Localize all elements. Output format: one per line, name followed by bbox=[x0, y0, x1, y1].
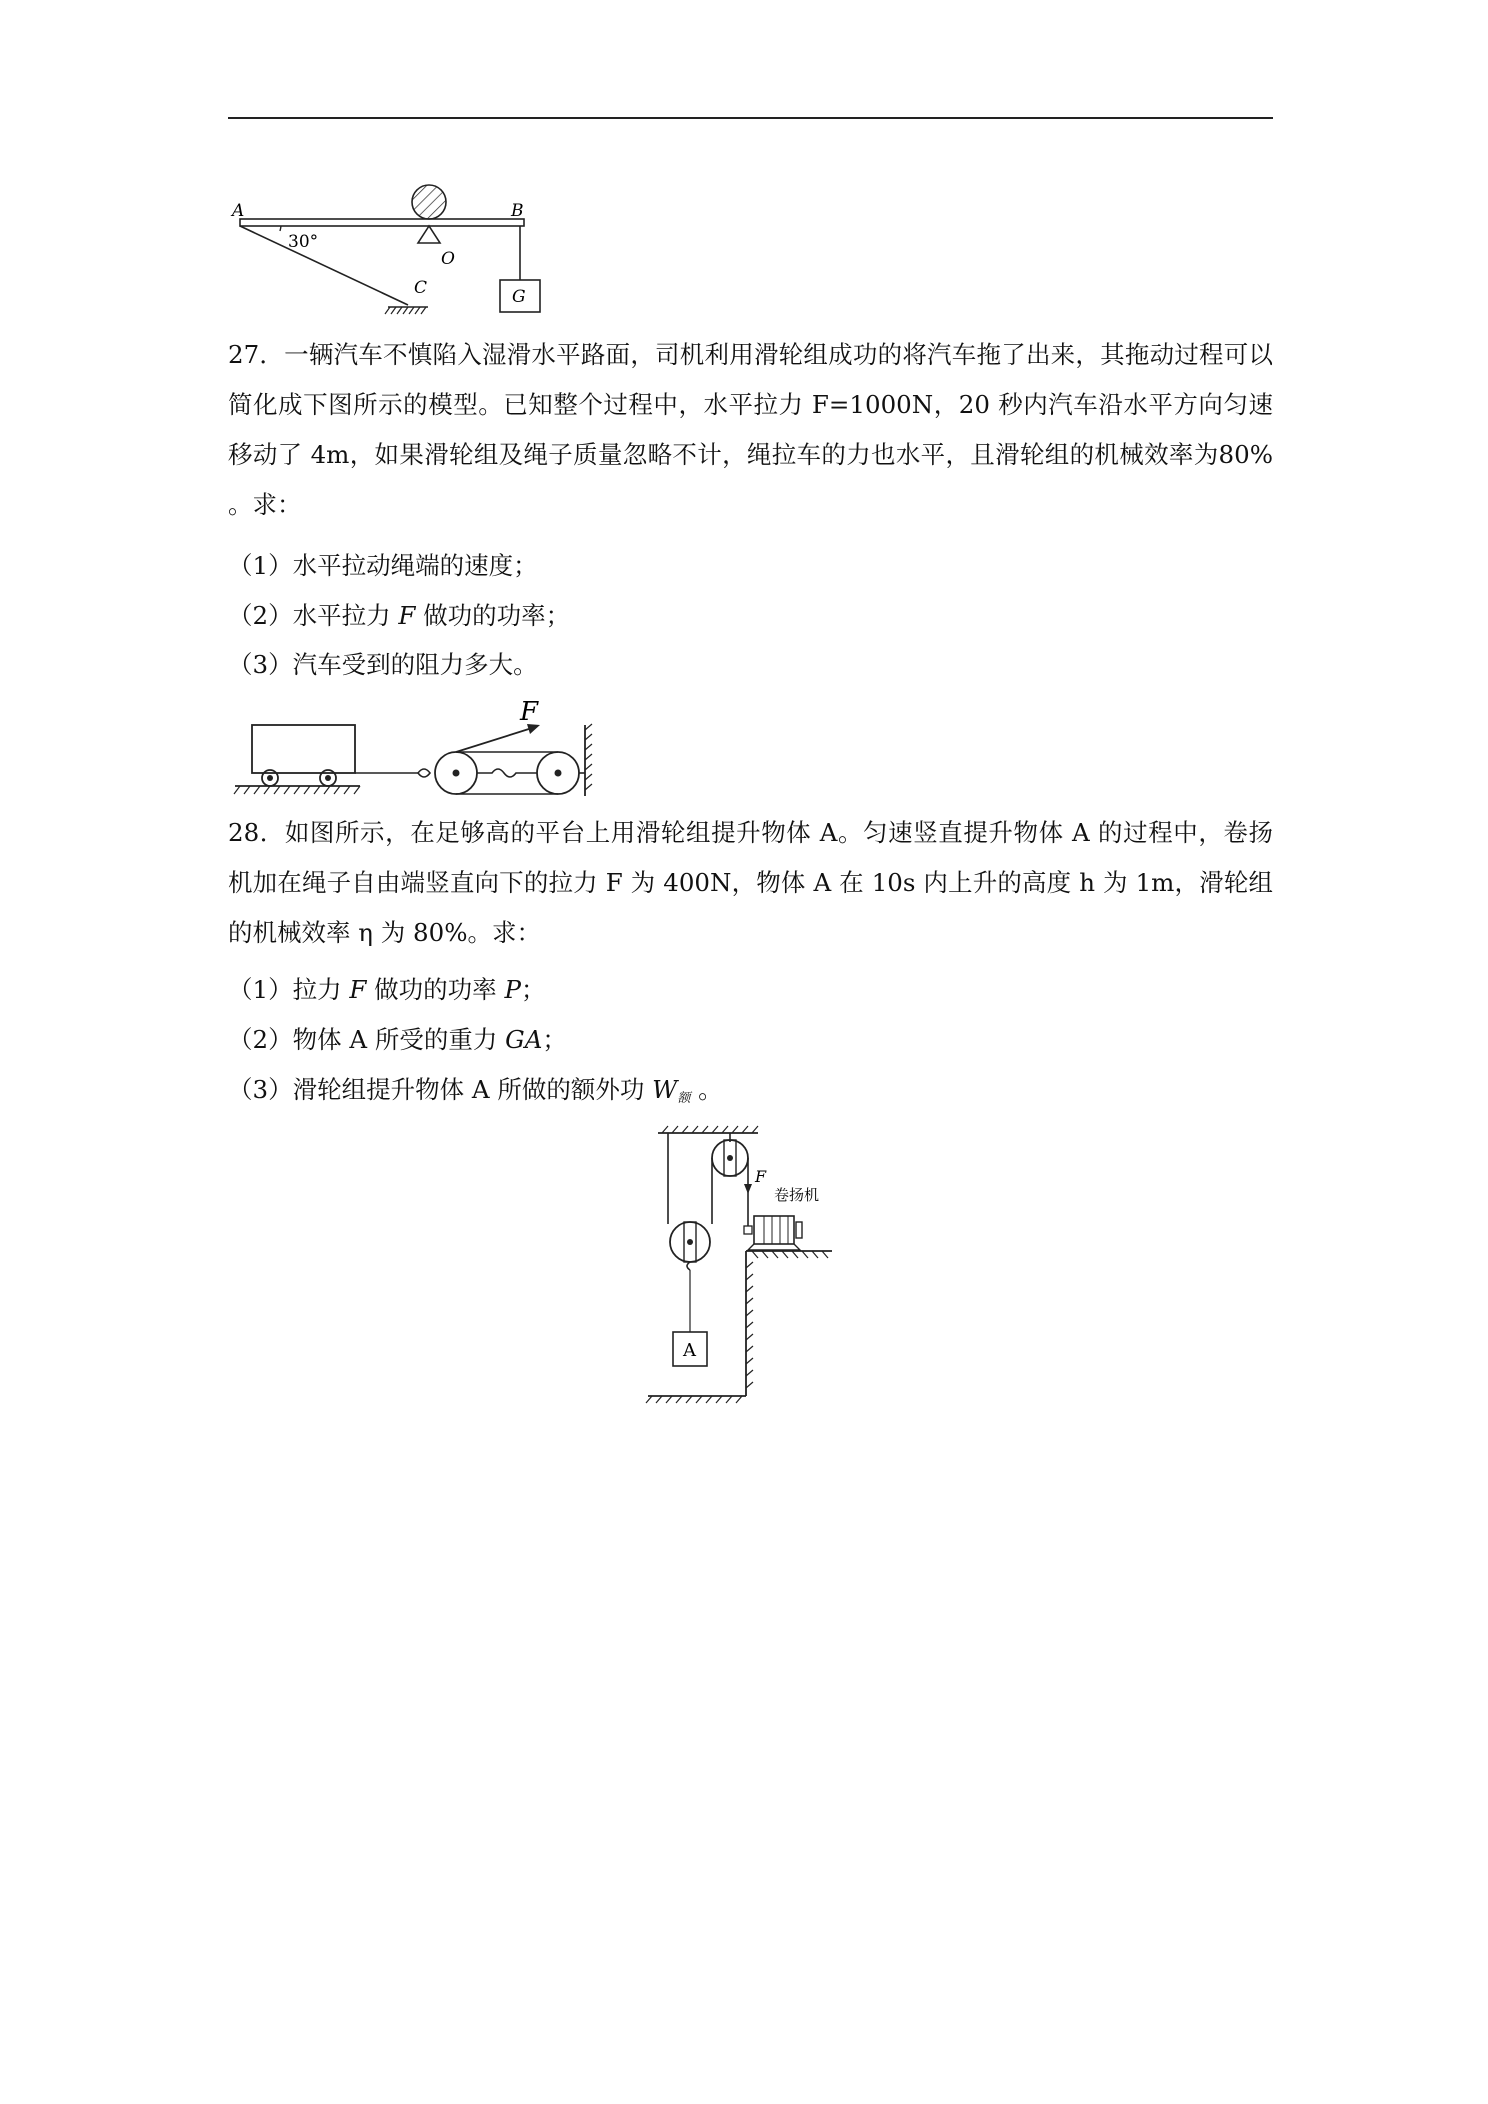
q28-sub2: （2）物体 A 所受的重力 GA； bbox=[228, 1025, 567, 1054]
force-arrow bbox=[456, 728, 532, 752]
label-c: C bbox=[414, 278, 428, 298]
label-f: F bbox=[755, 1167, 767, 1186]
label-winch: 卷扬机 bbox=[774, 1186, 820, 1204]
q27-sub2: （2）水平拉力 F 做功的功率； bbox=[228, 601, 571, 630]
label-a: A bbox=[683, 1340, 696, 1361]
label-g: G bbox=[512, 287, 526, 307]
car-body bbox=[252, 725, 355, 773]
header-rule bbox=[228, 117, 1273, 119]
car-pulley-diagram bbox=[230, 700, 610, 800]
lever-rope-ac bbox=[240, 226, 408, 305]
q28-stem: 28．如图所示，在足够高的平台上用滑轮组提升物体 A。匀速竖直提升物体 A 的过程中，卷扬机加在绳子自由端竖直向下的拉力 F 为 400N，物体 A 在 10s 内上升的高度 h 为 1m，滑轮组的机械效率 η 为 80%。求： bbox=[228, 818, 1273, 947]
q27-stem: 27．一辆汽车不慎陷入湿滑水平路面，司机利用滑轮组成功的将汽车拖了出来，其拖动过程可以简化成下图所示的模型。已知整个过程中，水平拉力 F=1000N，20 秒内汽车沿水平方向匀速移动了 4m，如果滑轮组及绳子质量忽略不计，绳拉车的力也水平，且滑轮组的机械效率为80% 。求： bbox=[228, 340, 1273, 519]
lever-bar bbox=[240, 219, 524, 226]
label-angle: 30° bbox=[288, 232, 319, 252]
q27-sub3: （3）汽车受到的阻力多大。 bbox=[228, 650, 538, 679]
label-a: A bbox=[232, 201, 245, 221]
label-b: B bbox=[511, 201, 524, 221]
winch-pulley-diagram bbox=[640, 1118, 840, 1418]
q27-sub1: （1）水平拉动绳端的速度； bbox=[228, 551, 538, 580]
fulcrum bbox=[418, 226, 440, 243]
lever-ball bbox=[412, 185, 446, 219]
label-o: O bbox=[441, 249, 455, 269]
lever-diagram bbox=[228, 180, 548, 320]
label-f: F bbox=[520, 700, 539, 727]
q28-sub1: （1）拉力 F 做功的功率 P； bbox=[228, 975, 546, 1004]
q28-sub3: （3）滑轮组提升物体 A 所做的额外功 $W_额$ 。 bbox=[228, 1075, 723, 1106]
